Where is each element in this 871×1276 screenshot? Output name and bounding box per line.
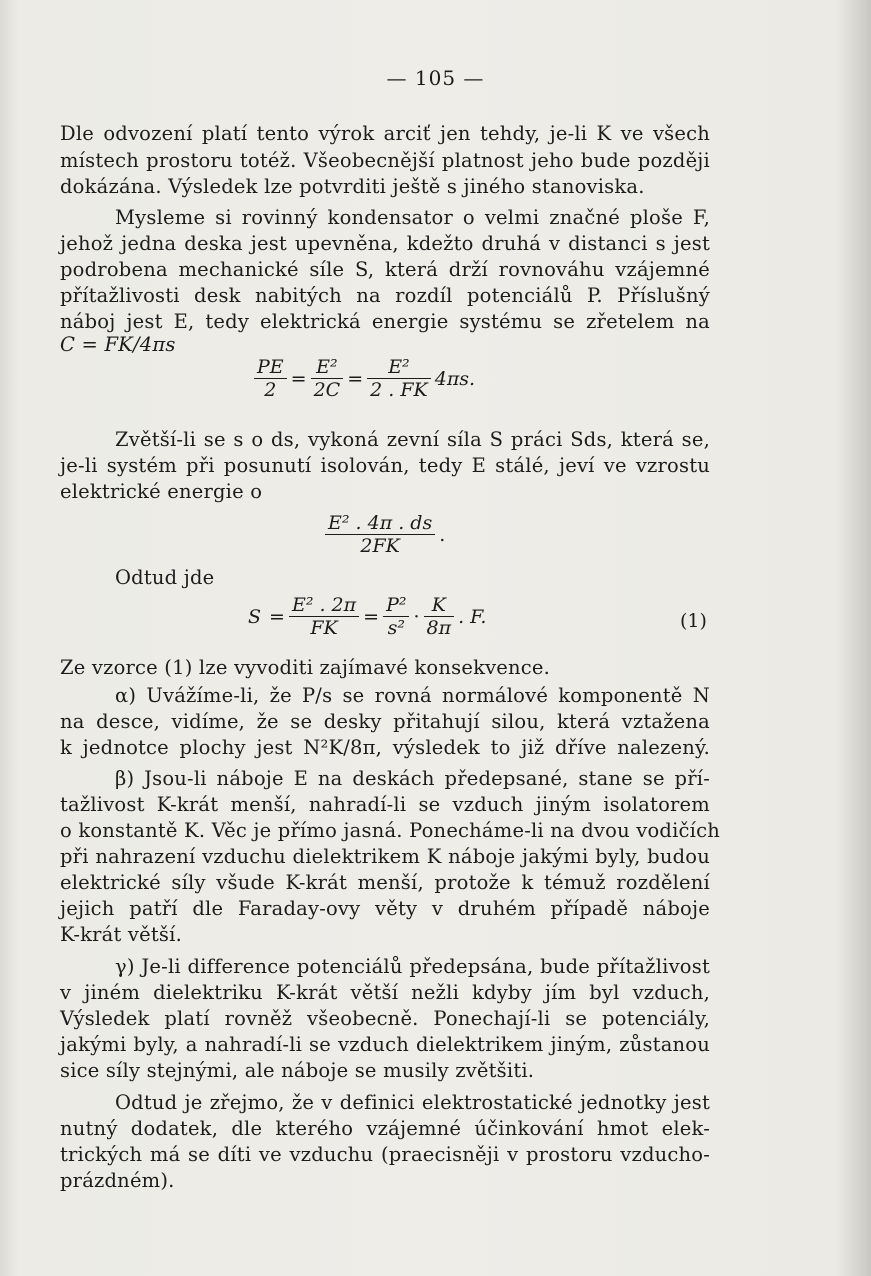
text-line: přítažlivosti desk nabitých na rozdíl potenciálů P. Příslušný — [60, 284, 710, 307]
equation-label: (1) — [680, 610, 707, 632]
text-line: místech prostoru totéž. Všeobecnější platnost jeho bude později — [60, 149, 710, 172]
text-line: C = FK/4πs — [60, 333, 176, 356]
text-line: k jednotce plochy jest N²K/8π, výsledek to již dříve nalezený. — [60, 736, 710, 759]
text-line: tažlivost K-krát menší, nahradí-li se vzduch jiným isolatorem — [60, 793, 710, 816]
text-line: náboj jest E, tedy elektrická energie systému se zřetelem na — [60, 310, 710, 333]
text-line: α) Uvážíme-li, že P/s se rovná normálové komponentě N — [115, 684, 710, 707]
text-line: β) Jsou-li náboje E na deskách předepsané, stane se pří- — [115, 767, 710, 790]
text-line: nutný dodatek, dle kterého vzájemné účinkování hmot elek- — [60, 1117, 710, 1140]
text-line: jehož jedna deska jest upevněna, kdežto druhá v distanci s jest — [60, 232, 710, 255]
text-line: prázdném). — [60, 1169, 175, 1192]
text-line: jejich patří dle Faraday-ovy věty v druhém případě náboje — [60, 897, 710, 920]
text-line: při nahrazení vzduchu dielektrikem K náboje jakými byly, budou — [60, 845, 710, 868]
text-line: elektrické síly všude K-krát menší, protože k témuž rozdělení — [60, 871, 710, 894]
equation-force: S = $\frac{\text{E² . 2π}}{FK}$ = $\frac{\text{P²}}{\text{s²}}$ · $\frac{K}{8\pi}$ . F. — [248, 594, 487, 639]
text-line: podrobena mechanické síle S, která drží rovnováhu vzájemné — [60, 258, 710, 281]
equation-energy: $\frac{PE}{2}$ = $\frac{\text{E²}}{2C}$ = $\frac{\text{E²}}{2 . FK}$ 4πs. — [254, 356, 479, 401]
text-line: na desce, vidíme, že se desky přitahují silou, která vztažena — [60, 710, 710, 733]
text-line: elektrické energie o — [60, 480, 263, 503]
text-line: Zvětší-li se s o ds, vykoná zevní síla S práci Sds, která se, — [115, 428, 710, 451]
text-line: je-li systém při posunutí isolován, tedy E stálé, jeví ve vzrostu — [60, 454, 710, 477]
text-line: Mysleme si rovinný kondensator o velmi značné ploše F, — [115, 206, 710, 229]
text-line: Dle odvození platí tento výrok arciť jen tehdy, je-li K ve všech — [60, 122, 710, 145]
equation-energy-increase: $\frac{\text{E² . 4π . ds}}{2FK}$ . — [325, 512, 449, 557]
text-line: dokázána. Výsledek lze potvrditi ještě s jiného stanoviska. — [60, 175, 645, 198]
text-line: jakými byly, a nahradí-li se vzduch dielektrikem jiným, zůstanou — [60, 1033, 710, 1056]
text-line: trických má se díti ve vzduchu (praecisněji v prostoru vzducho- — [60, 1143, 710, 1166]
text-line: o konstantě K. Věc je přímo jasná. Ponecháme-li na dvou vodičích — [60, 819, 720, 842]
text-line: sice síly stejnými, ale náboje se musily zvětšiti. — [60, 1059, 535, 1082]
text-line: K-krát větší. — [60, 923, 182, 946]
text-line: γ) Je-li difference potenciálů předepsána, bude přítažlivost — [115, 955, 710, 978]
text-line: Ze vzorce (1) lze vyvoditi zajímavé konsekvence. — [60, 656, 551, 679]
text-line: v jiném dielektriku K-krát větší nežli kdyby jím byl vzduch, — [60, 981, 710, 1004]
text-line: Odtud je zřejmo, že v definici elektrostatické jednotky jest — [115, 1091, 710, 1114]
page-number: — 105 — — [386, 66, 485, 90]
text-line: Výsledek platí rovněž všeobecně. Ponechají-li se potenciály, — [60, 1007, 710, 1030]
text-line: Odtud jde — [115, 566, 215, 589]
